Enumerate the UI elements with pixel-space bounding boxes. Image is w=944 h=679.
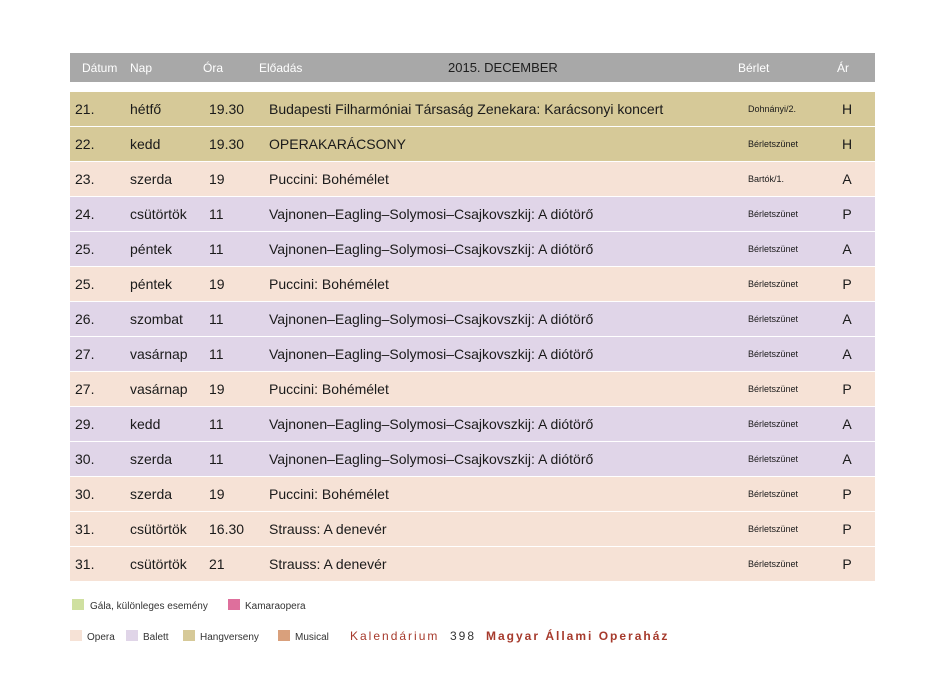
cell-berlet: Bérletszünet [748, 209, 799, 219]
cell-nap: csütörtök [130, 556, 187, 572]
cell-nap: kedd [130, 416, 161, 432]
cell-eloadas: Strauss: A denevér [269, 521, 387, 537]
cell-ora: 11 [209, 416, 224, 432]
footer-kalendarium: Kalendárium [350, 629, 440, 643]
cell-datum: 26. [75, 311, 95, 327]
cell-datum: 25. [75, 276, 95, 292]
header-berlet: Bérlet [738, 61, 770, 75]
cell-eloadas: Vajnonen–Eagling–Solymosi–Csajkovszkij: A diótörő [269, 416, 594, 432]
table-row [70, 92, 875, 127]
cell-ora: 19.30 [209, 136, 245, 152]
legend-swatch-balett [126, 630, 138, 641]
cell-nap: péntek [130, 241, 173, 257]
table-row [70, 162, 875, 197]
cell-ar: P [842, 486, 852, 502]
table-row [70, 127, 875, 162]
cell-berlet: Bérletszünet [748, 244, 799, 254]
cell-datum: 30. [75, 486, 95, 502]
cell-ar: H [841, 101, 853, 117]
table-row [70, 372, 875, 407]
legend-swatch-kamaraopera [228, 599, 240, 610]
cell-eloadas: Vajnonen–Eagling–Solymosi–Csajkovszkij: A diótörő [269, 346, 594, 362]
legend-swatch-opera [70, 630, 82, 641]
cell-ar: P [842, 206, 852, 222]
header-datum: Dátum [82, 61, 118, 75]
cell-berlet: Bérletszünet [748, 384, 799, 394]
table-row [70, 302, 875, 337]
cell-eloadas: Puccini: Bohémélet [269, 486, 389, 502]
legend-swatch-gala [72, 599, 84, 610]
legend-swatch-musical [278, 630, 290, 641]
cell-nap: vasárnap [130, 381, 188, 397]
cell-ar: H [841, 136, 853, 152]
cell-ar: P [842, 556, 852, 572]
cell-nap: szerda [130, 451, 173, 467]
cell-eloadas: Vajnonen–Eagling–Solymosi–Csajkovszkij: A diótörő [269, 206, 594, 222]
header-nap: Nap [130, 61, 153, 75]
footer-publisher: Magyar Állami Operaház [486, 629, 670, 643]
table-row [70, 547, 875, 582]
cell-eloadas: Strauss: A denevér [269, 556, 387, 572]
cell-ora: 16.30 [209, 521, 245, 537]
cell-berlet: Bérletszünet [748, 139, 799, 149]
cell-ar: A [842, 346, 852, 362]
cell-berlet: Dohnányi/2. [748, 104, 797, 114]
cell-ar: A [842, 451, 852, 467]
legend-label-opera: Opera [87, 632, 115, 643]
cell-eloadas: Vajnonen–Eagling–Solymosi–Csajkovszkij: A diótörő [269, 311, 594, 327]
cell-nap: csütörtök [130, 206, 187, 222]
table-row [70, 197, 875, 232]
cell-nap: péntek [130, 276, 173, 292]
cell-ar: A [842, 241, 852, 257]
cell-berlet: Bérletszünet [748, 559, 799, 569]
footer-page-number: 398 [450, 629, 477, 643]
cell-nap: vasárnap [130, 346, 188, 362]
table-row [70, 512, 875, 547]
cell-nap: csütörtök [130, 521, 187, 537]
header-eloadas: Előadás [259, 61, 303, 75]
legend-label-kamaraopera: Kamaraopera [245, 601, 306, 612]
cell-datum: 25. [75, 241, 95, 257]
cell-ar: A [842, 416, 852, 432]
cell-eloadas: Budapesti Filharmóniai Társaság Zenekara: Karácsonyi koncert [269, 101, 664, 117]
cell-datum: 23. [75, 171, 95, 187]
legend-label-gala: Gála, különleges esemény [90, 601, 208, 612]
cell-ora: 11 [209, 241, 224, 257]
cell-ar: P [842, 276, 852, 292]
cell-ora: 19.30 [209, 101, 245, 117]
cell-datum: 24. [75, 206, 95, 222]
cell-eloadas: Puccini: Bohémélet [269, 171, 389, 187]
table-row [70, 442, 875, 477]
cell-ora: 19 [209, 381, 225, 397]
cell-berlet: Bérletszünet [748, 489, 799, 499]
cell-ora: 11 [209, 451, 224, 467]
cell-nap: hétfő [130, 101, 162, 117]
table-row [70, 477, 875, 512]
table-row [70, 337, 875, 372]
cell-ar: P [842, 521, 852, 537]
cell-berlet: Bérletszünet [748, 314, 799, 324]
cell-ora: 21 [209, 556, 225, 572]
table-header [70, 53, 875, 82]
legend-label-musical: Musical [295, 632, 329, 643]
cell-berlet: Bérletszünet [748, 419, 799, 429]
cell-datum: 30. [75, 451, 95, 467]
cell-datum: 21. [75, 101, 95, 117]
cell-datum: 27. [75, 381, 95, 397]
cell-ar: A [842, 311, 852, 327]
cell-ora: 11 [209, 346, 224, 362]
cell-datum: 22. [75, 136, 95, 152]
header-ora: Óra [203, 61, 224, 75]
cell-ar: P [842, 381, 852, 397]
cell-ora: 19 [209, 486, 225, 502]
cell-eloadas: Puccini: Bohémélet [269, 276, 389, 292]
cell-datum: 31. [75, 521, 95, 537]
cell-nap: szerda [130, 171, 173, 187]
cell-ora: 11 [209, 206, 224, 222]
cell-datum: 29. [75, 416, 95, 432]
cell-nap: szombat [130, 311, 183, 327]
cell-eloadas: OPERAKARÁCSONY [269, 136, 406, 152]
cell-eloadas: Puccini: Bohémélet [269, 381, 389, 397]
cell-berlet: Bérletszünet [748, 279, 799, 289]
page-title: 2015. DECEMBER [448, 60, 558, 75]
legend-label-balett: Balett [143, 632, 169, 643]
cell-berlet: Bérletszünet [748, 524, 799, 534]
cell-datum: 27. [75, 346, 95, 362]
cell-berlet: Bérletszünet [748, 349, 799, 359]
cell-eloadas: Vajnonen–Eagling–Solymosi–Csajkovszkij: A diótörő [269, 451, 594, 467]
cell-ora: 19 [209, 276, 225, 292]
cell-ora: 19 [209, 171, 225, 187]
legend-swatch-hangverseny [183, 630, 195, 641]
cell-datum: 31. [75, 556, 95, 572]
cell-eloadas: Vajnonen–Eagling–Solymosi–Csajkovszkij: A diótörő [269, 241, 594, 257]
table-row [70, 267, 875, 302]
cell-ar: A [842, 171, 852, 187]
header-ar: Ár [837, 61, 849, 75]
table-row [70, 232, 875, 267]
legend-label-hangverseny: Hangverseny [200, 632, 259, 643]
cell-ora: 11 [209, 311, 224, 327]
cell-nap: szerda [130, 486, 173, 502]
table-row [70, 407, 875, 442]
cell-berlet: Bérletszünet [748, 454, 799, 464]
cell-nap: kedd [130, 136, 161, 152]
program-table [70, 92, 875, 582]
cell-berlet: Bartók/1. [748, 174, 785, 184]
